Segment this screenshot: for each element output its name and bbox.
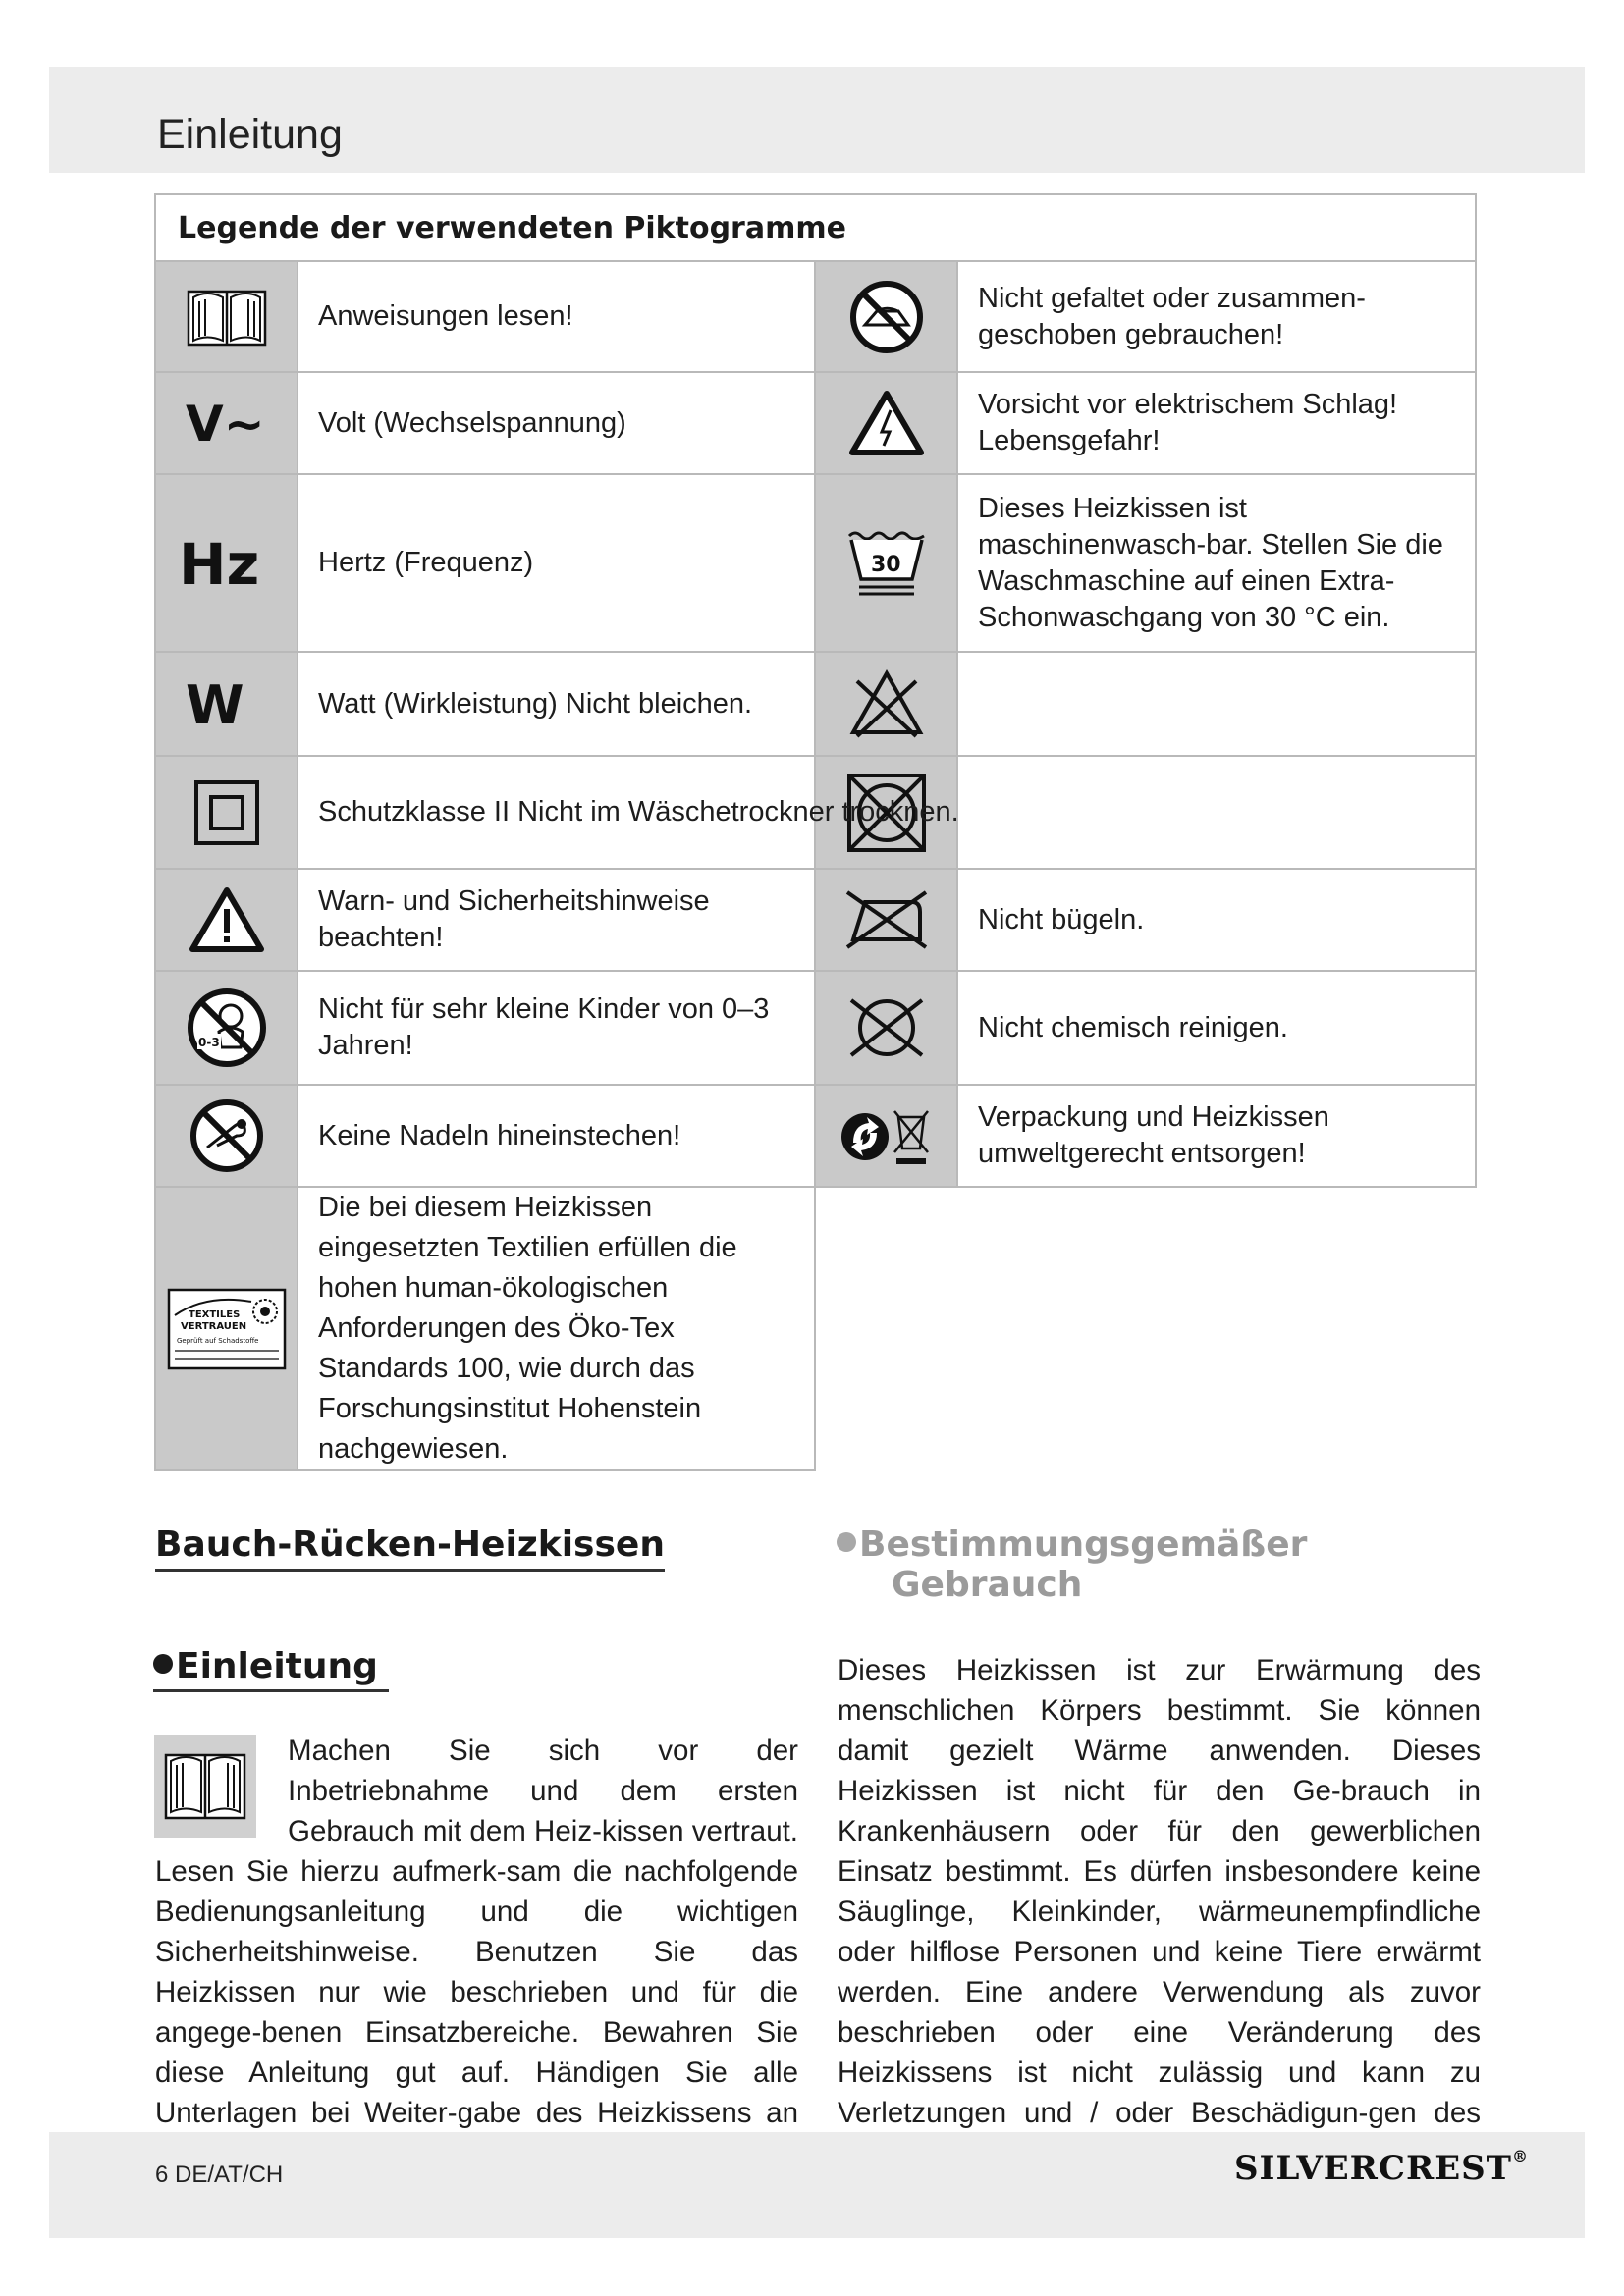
watt-icon [178,672,276,735]
hertz-icon [173,529,281,598]
legend-text: Volt (Wechselspannung) [298,372,815,474]
no-bleach-icon [847,667,926,740]
brand-name: SILVERCREST [1234,2149,1512,2188]
icon-spacer [155,1731,288,1846]
legend-text: Verpackung und Heizkissen umweltgerecht entsorgen! [957,1085,1476,1187]
volt-ac-symbol: V~ [185,396,265,453]
no-dry-clean-icon [845,996,928,1059]
legend-cell-icon [815,372,957,474]
legend-cell-icon [155,1187,298,1470]
legend-cell-icon [155,971,298,1085]
legend-cell-icon [815,869,957,971]
no-small-children-icon [186,987,268,1069]
usage-section-title [837,1524,1347,1605]
usage-title-line1: Bestimmungsgemäßer [859,1524,1308,1565]
legend-cell-icon [815,652,957,756]
legend-title: Legende der verwendeten Piktogramme [155,194,1476,261]
product-title: Bauch-Rücken-Heizkissen [155,1524,665,1572]
legend-text: Dieses Heizkissen ist maschinenwasch-bar. Stellen Sie die Waschmaschine auf einen Extra-Schonwaschgang von 30 °C ein. [957,474,1476,652]
oeko-tex-label-2: VERTRAUEN [180,1320,246,1332]
legend-text: Keine Nadeln hineinstechen! [298,1085,815,1187]
legend-cell-icon [155,261,298,372]
protection-class-2-icon [192,778,261,847]
legend-cell-icon [815,474,957,652]
legend-text: Nicht bügeln. [957,869,1476,971]
legend-cell-icon [155,474,298,652]
volt-ac-icon [178,394,276,453]
legend-text-overflow: Schutzklasse II Nicht im Wäschetrockner trocknen. [318,796,959,828]
legend-text [298,756,959,869]
legend-cell-icon [815,261,957,372]
legend-cell-icon [155,652,298,756]
brand-trademark: ® [1511,2147,1529,2165]
page-number: 6 DE/AT/CH [155,2162,284,2188]
intro-paragraph [155,1731,798,2173]
intro-paragraph-text: Machen Sie sich vor der Inbetriebnahme und dem ersten Gebrauch mit dem Heiz-kissen vertraut. Lesen Sie hierzu aufmerk-sam die nachfolgende Bedienungsanleitung und die wichtigen Sicherheitshinweise. Benutzen Sie das Heizkissen nur wie beschrieben und für die angege-benen Einsatzbereiche. Bewahren Sie diese Anleitung gut auf. Händigen Sie alle Unterlagen bei Weiter-gabe des Heizkissens an [155,1735,798,2129]
legend-cell-icon [815,1085,957,1187]
legend-text: Vorsicht vor elektrischem Schlag! Lebensgefahr! [957,372,1476,474]
legend-empty-cell [815,1187,1476,1470]
legend-cell-icon [815,971,957,1085]
legend-text: Hertz (Frequenz) [298,474,815,652]
legend-cell-icon [155,756,298,869]
warning-triangle-icon [188,885,266,954]
oeko-tex-label-1: TEXTILES [188,1308,240,1320]
legend-text: Watt (Wirkleistung) Nicht bleichen. [298,652,815,756]
legend-cell-icon [155,1085,298,1187]
no-ironing-icon [843,888,930,951]
legend-text: Nicht chemisch reinigen. [957,971,1476,1085]
legend-text: Warn- und Sicherheitshinweise beachten! [298,869,815,971]
intro-section-title [153,1646,389,1692]
legend-text: Die bei diesem Heizkissen eingesetzten Textilien erfüllen die hohen human-ökologischen Anforderungen des Öko-Tex Standards 100, wie durch das Forschungsinstitut Hohenstein nachgewiesen. [298,1187,815,1470]
brand-logo [1234,2147,1529,2188]
bullet-icon [153,1654,173,1674]
oeko-tex-icon [167,1288,287,1370]
bullet-icon [837,1532,856,1552]
electric-shock-icon [847,389,926,457]
no-folding-icon [847,278,926,356]
watt-symbol: W [185,674,244,735]
legend-cell-icon [155,372,298,474]
usage-title-line2: Gebrauch [892,1565,1083,1605]
wash-30-icon [845,528,928,599]
legend-text: Nicht für sehr kleine Kinder von 0–3 Jahren! [298,971,815,1085]
legend-text [957,652,1476,756]
hertz-symbol: Hz [178,530,259,598]
wash-30-symbol: 30 [870,552,901,577]
page-title: Einleitung [157,111,343,158]
book-icon [186,286,268,348]
no-pins-icon [188,1096,266,1175]
age-range-symbol: 0-3 [197,1036,220,1049]
oeko-tex-label-3: Geprüft auf Schadstoffe [176,1336,258,1345]
pictogram-legend-table [154,193,1477,1471]
legend-cell-icon [155,869,298,971]
recycling-disposal-icon [838,1101,936,1170]
legend-text: Nicht gefaltet oder zusammen-geschoben gebrauchen! [957,261,1476,372]
legend-text: Anweisungen lesen! [298,261,815,372]
usage-paragraph: Dieses Heizkissen ist zur Erwärmung des menschlichen Körpers bestimmt. Sie können damit gezielt Wärme anwenden. Dieses Heizkissen ist nicht für den Ge-brauch in Krankenhäusern oder für den gewerblichen Einsatz bestimmt. Es dürfen insbesondere keine Säuglinge, Kleinkinder, wärmeunempfindliche oder hilflose Personen und keine Tiere erwärmt werden. Eine andere Verwendung als zuvor beschrieben oder eine Veränderung des Heizkissens ist nicht zulässig und kann zu Verletzungen und / oder Beschädigun-gen des [838,1654,1481,2129]
intro-title-text: Einleitung [176,1646,378,1686]
legend-text [957,756,1476,869]
